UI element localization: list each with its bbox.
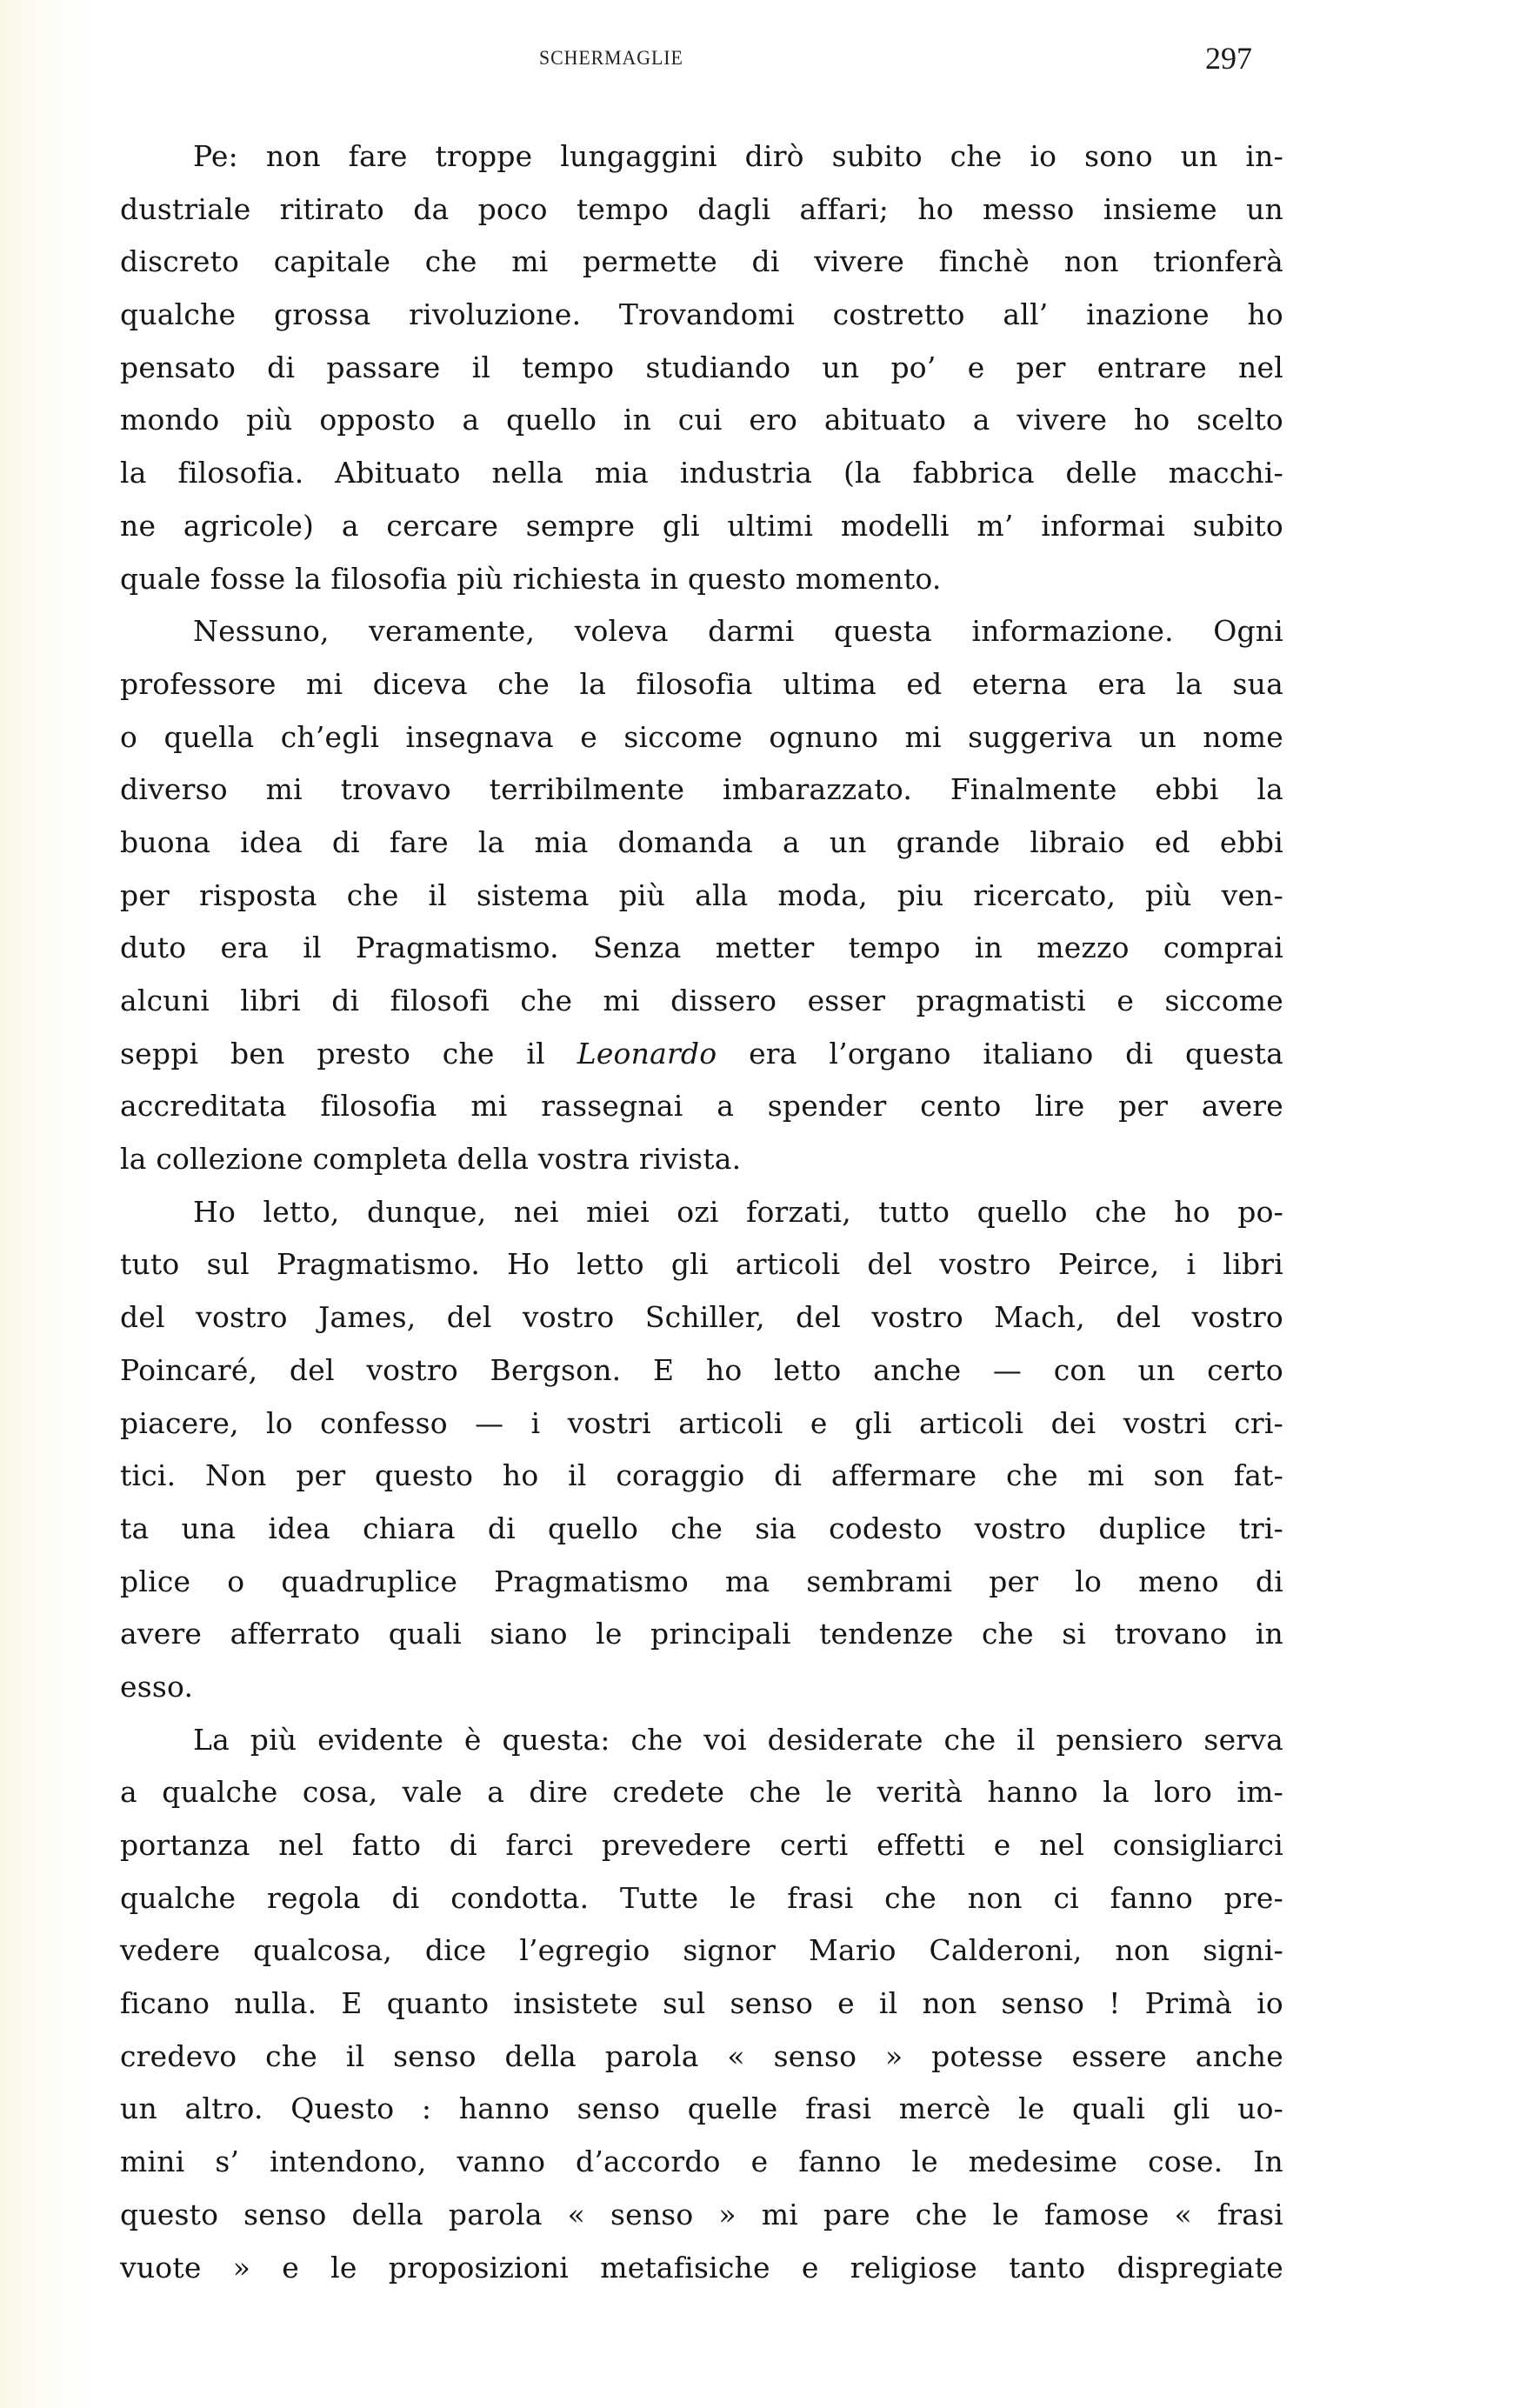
- text-line: un altro. Questo : hanno senso quelle frasi mercè le quali gli uo-: [120, 2091, 1283, 2126]
- paragraph: [120, 130, 1283, 605]
- text-line: discreto capitale che mi permette di vivere finchè non trionferà: [120, 244, 1283, 279]
- text-line: ne agricole) a cercare sempre gli ultimi modelli m’ informai subito: [120, 508, 1283, 543]
- text-segment: seppi ben presto che il: [120, 1036, 577, 1071]
- text-line: per risposta che il sistema più alla moda, piu ricercato, più ven-: [120, 877, 1283, 912]
- text-line: tici. Non per questo ho il coraggio di affermare che mi son fat-: [120, 1458, 1283, 1493]
- text-line: piacere, lo confesso — i vostri articoli e gli articoli dei vostri cri-: [120, 1405, 1283, 1440]
- text-line: questo senso della parola « senso » mi pare che le famose « frasi: [120, 2197, 1283, 2231]
- text-line: portanza nel fatto di farci prevedere certi effetti e nel consigliarci: [120, 1828, 1283, 1862]
- text-line: la filosofia. Abituato nella mia industria (la fabbrica delle macchi-: [120, 456, 1283, 490]
- text-line: mondo più opposto a quello in cui ero abituato a vivere ho scelto: [120, 403, 1283, 437]
- text-line: professore mi diceva che la filosofia ultima ed eterna era la sua: [120, 666, 1283, 701]
- text-line: mini s’ intendono, vanno d’accordo e fanno le medesime cose. In: [120, 2145, 1283, 2179]
- text-line: vedere qualcosa, dice l’egregio signor Mario Calderoni, non signi-: [120, 1933, 1283, 1968]
- text-line: buona idea di fare la mia domanda a un grande libraio ed ebbi: [120, 824, 1283, 859]
- body-text: [120, 130, 1283, 2294]
- text-line: Pe: non fare troppe lungaggini dirò subito che io sono un in-: [193, 139, 1283, 173]
- text-line: plice o quadruplice Pragmatismo ma sembrami per lo meno di: [120, 1564, 1283, 1598]
- page-number: 297: [1205, 41, 1252, 76]
- paragraph: [120, 605, 1283, 1186]
- text-line: la collezione completa della vostra rivista.: [120, 1142, 742, 1177]
- text-line: accreditata filosofia mi rassegnai a spender cento lire per avere: [120, 1089, 1283, 1124]
- text-line: esso.: [120, 1669, 194, 1704]
- text-line: o quella ch’egli insegnava e siccome ognuno mi suggeriva un nome: [120, 719, 1283, 754]
- text-line: Poincaré, del vostro Bergson. E ho letto anche — con un certo: [120, 1352, 1283, 1387]
- text-line: duto era il Pragmatismo. Senza metter tempo in mezzo comprai: [120, 931, 1283, 965]
- text-line: qualche regola di condotta. Tutte le frasi che non ci fanno pre-: [120, 1880, 1283, 1915]
- text-line: alcuni libri di filosofi che mi dissero esser pragmatisti e siccome: [120, 984, 1283, 1017]
- text-segment: era l’organo italiano di questa: [717, 1036, 1283, 1071]
- paragraph: [120, 1186, 1283, 1714]
- text-line: a qualche cosa, vale a dire credete che le verità hanno la loro im-: [120, 1775, 1283, 1810]
- paragraph: [120, 1714, 1283, 2295]
- text-line: qualche grossa rivoluzione. Trovandomi costretto all’ inazione ho: [120, 297, 1283, 332]
- text-line: avere afferrato quali siano le principali tendenze che si trovano in: [120, 1617, 1283, 1651]
- text-line: La più evidente è questa: che voi desiderate che il pensiero serva: [193, 1722, 1283, 1757]
- italic-title: Leonardo: [577, 1036, 717, 1071]
- text-line: ficano nulla. E quanto insistete sul senso e il non senso ! Primà io: [120, 1986, 1283, 2021]
- text-line: tuto sul Pragmatismo. Ho letto gli articoli del vostro Peirce, i libri: [120, 1247, 1283, 1282]
- text-line: quale fosse la filosofia più richiesta in questo momento.: [120, 561, 942, 596]
- text-line: credevo che il senso della parola « senso » potesse essere anche: [120, 2038, 1283, 2073]
- running-head-title: SCHERMAGLIE: [539, 47, 683, 69]
- text-line: Nessuno, veramente, voleva darmi questa informazione. Ogni: [193, 614, 1283, 649]
- text-line: dustriale ritirato da poco tempo dagli affari; ho messo insieme un: [120, 191, 1283, 226]
- text-line: [120, 1028, 1283, 1081]
- text-line: diverso mi trovavo terribilmente imbarazzato. Finalmente ebbi la: [120, 772, 1283, 807]
- text-line: Ho letto, dunque, nei miei ozi forzati, tutto quello che ho po-: [193, 1194, 1283, 1229]
- text-line: del vostro James, del vostro Schiller, del vostro Mach, del vostro: [120, 1300, 1283, 1335]
- text-line: pensato di passare il tempo studiando un po’ e per entrare nel: [120, 350, 1283, 384]
- text-line: vuote » e le proposizioni metafisiche e religiose tanto dispregiate: [120, 2250, 1283, 2285]
- text-line: ta una idea chiara di quello che sia codesto vostro duplice tri-: [120, 1511, 1283, 1545]
